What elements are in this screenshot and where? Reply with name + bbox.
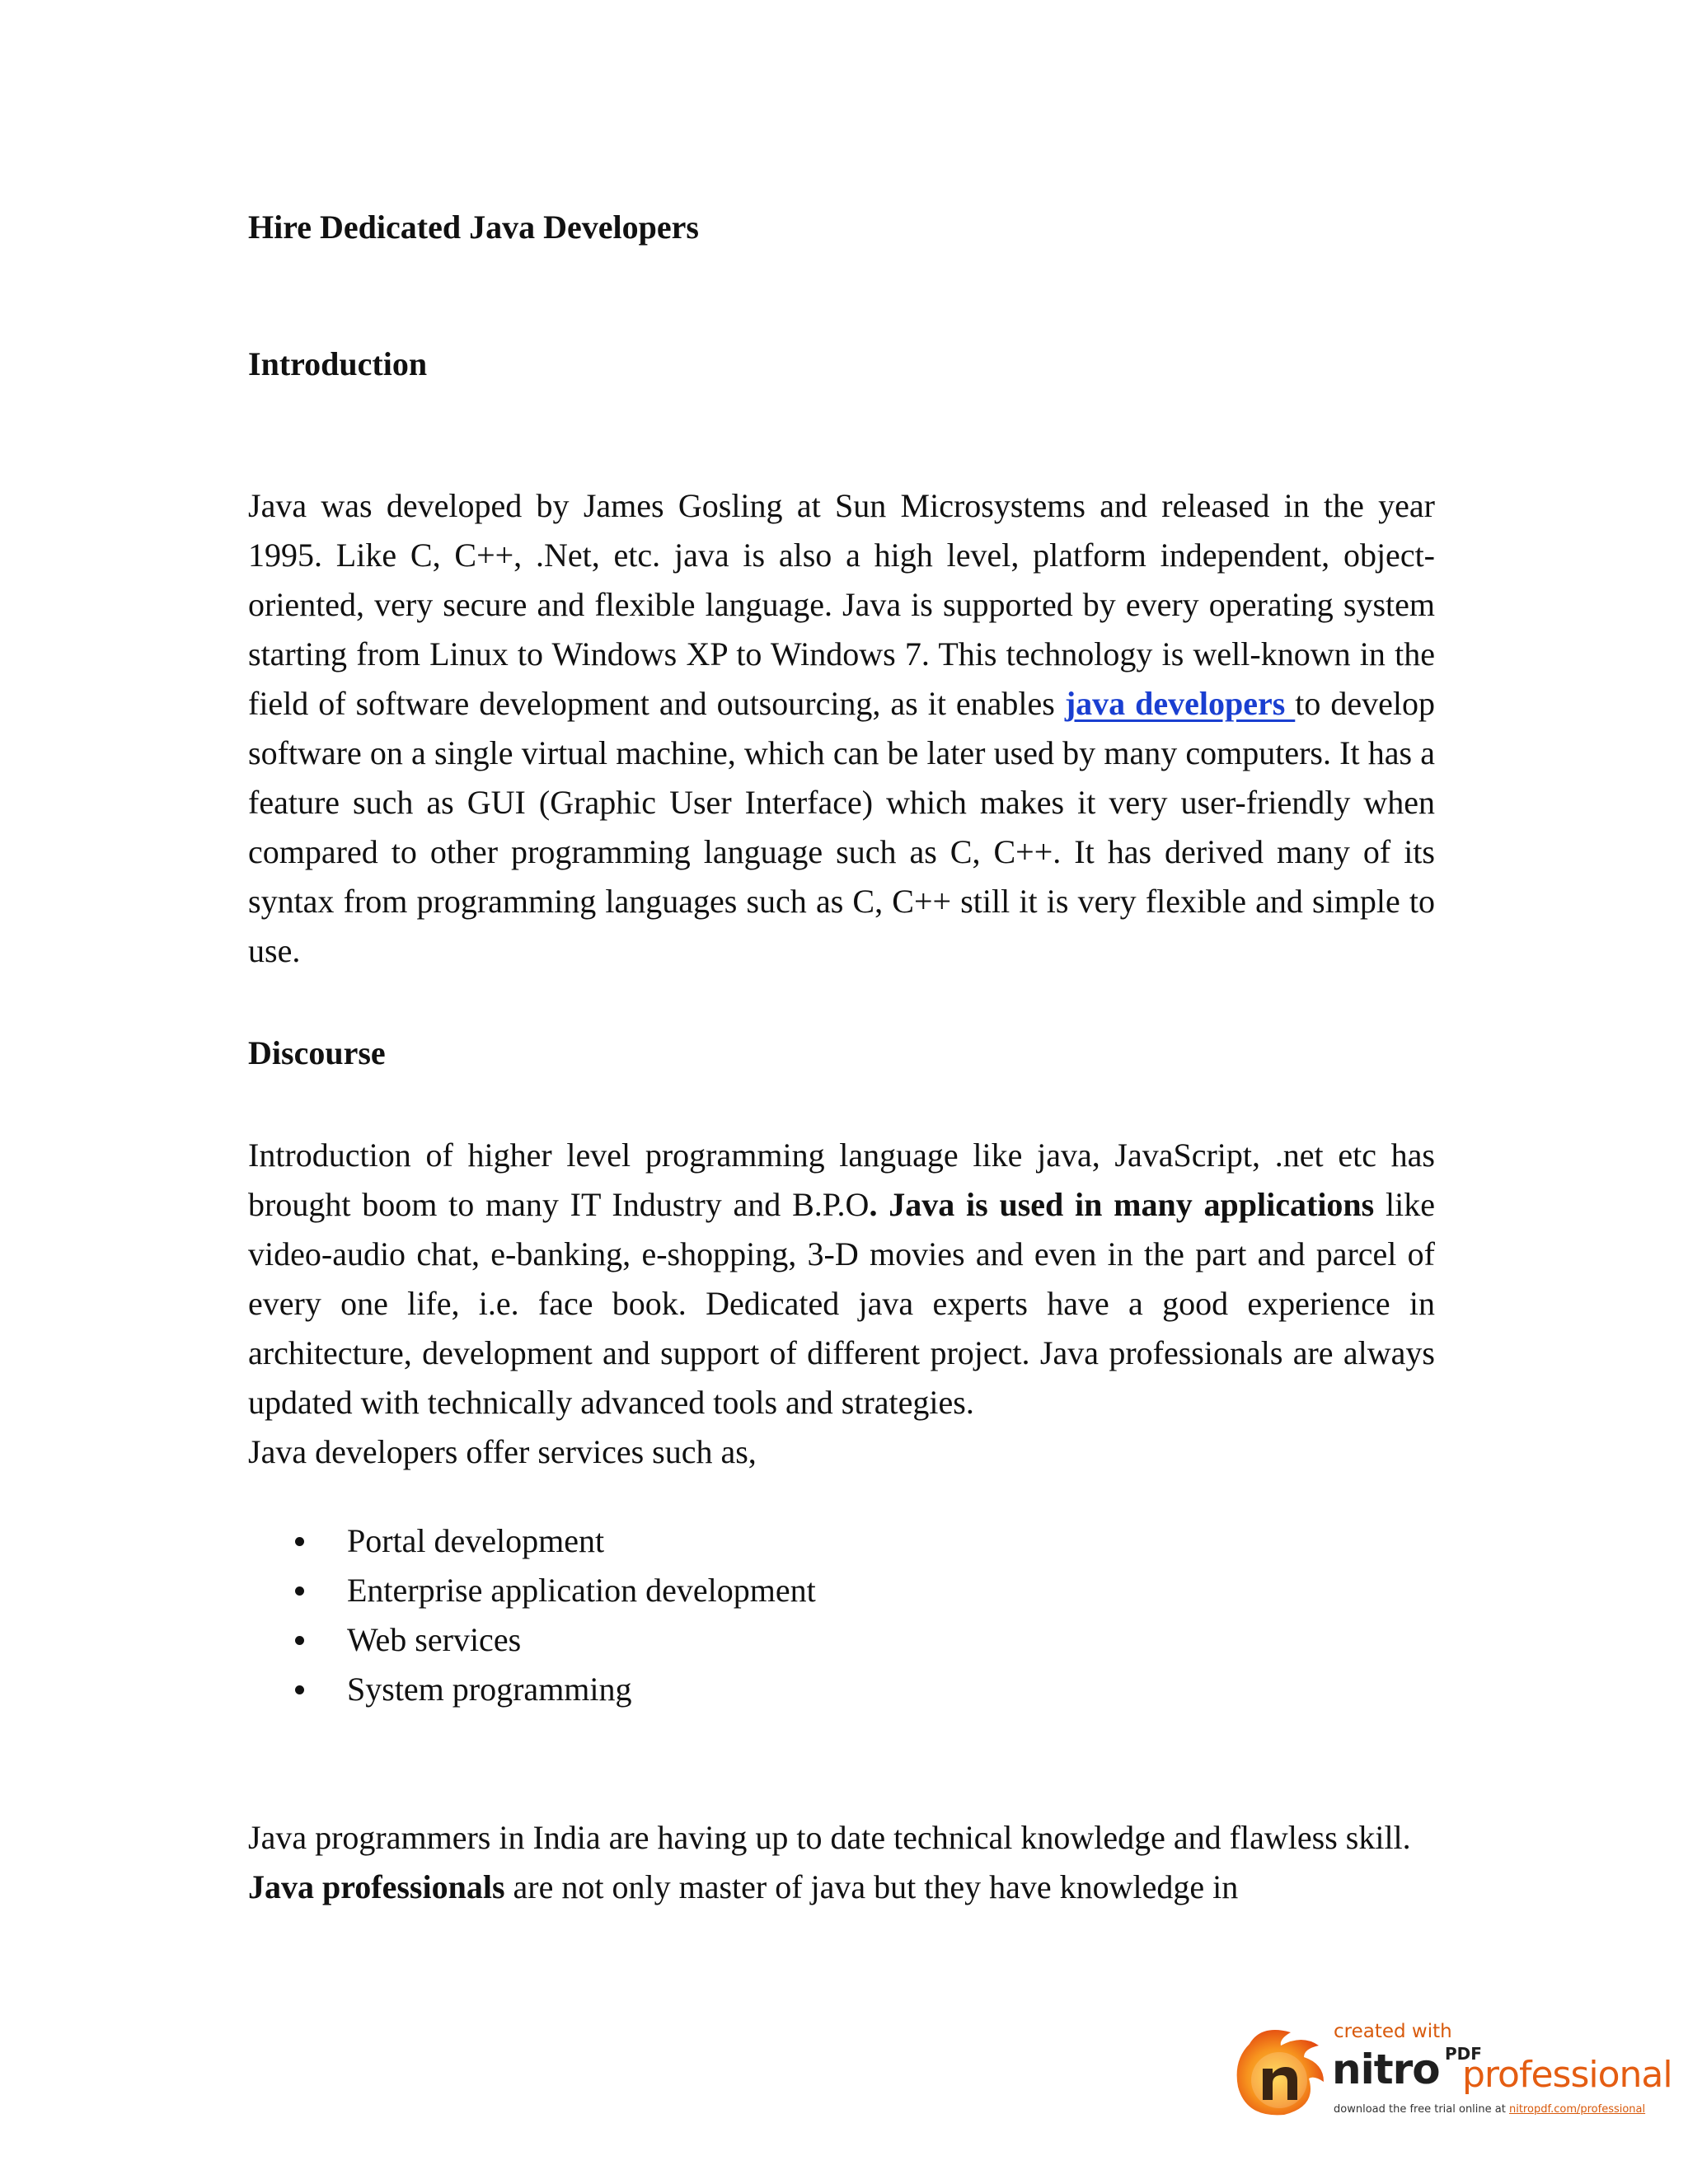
discourse-text-start: Introduction of higher level programming language like java, JavaScript, .net etc has brought boom to many IT Industry and B.P.O — [248, 1137, 1435, 1223]
java-developers-link[interactable]: java developers — [1064, 685, 1296, 722]
nitro-pdf-watermark[interactable] — [1233, 2018, 1678, 2125]
discourse-text-end: like video-audio chat, e-banking, e-shopping, 3-D movies and even in the part and parcel of every one life, i.e. face book. Dedicated java experts have a good experience in architecture, development and support of different project. Java professionals are always updated with technically advanced tools and strategies. — [248, 1186, 1436, 1421]
edition-label: professional — [1462, 2054, 1672, 2096]
brand-superscript: PDF — [1445, 2044, 1482, 2064]
brand-label: nitro — [1332, 2046, 1440, 2093]
introduction-text-end: to develop software on a single virtual machine, which can be later used by many computers. It has a feature such as GUI (Graphic User Interface) which makes it very user-friendly when compared to other programming language such as C, C++. It has derived many of its syntax from programming languages such as C, C++ still it is very flexible and simple to use. — [248, 685, 1436, 969]
list-item — [248, 1566, 1435, 1615]
introduction-text-start: Java was developed by James Gosling at Sun Microsystems and released in the year 1995. Like C, C++, .Net, etc. java is also a high level, platform independent, object-oriented, very secure and flexible language. Java is supported by every operating system starting from Linux to Windows XP to Windows 7. This technology is well-known in the field of software development and outsourcing, as it enables — [248, 487, 1435, 722]
discourse-bold-text: . Java is used in many applications — [869, 1186, 1375, 1223]
created-with-label: created with — [1334, 2021, 1452, 2042]
closing-text-start: Java programmers in India are having up to date technical knowledge and flawless skill. — [248, 1819, 1411, 1856]
services-list — [248, 1516, 1435, 1714]
closing-bold-text: Java professionals — [248, 1868, 505, 1905]
list-item — [248, 1665, 1435, 1714]
discourse-heading: Discourse — [248, 1034, 386, 1071]
download-link[interactable]: nitropdf.com/professional — [1508, 2103, 1646, 2116]
service-label: System programming — [347, 1671, 632, 1708]
document-content — [248, 208, 1435, 1912]
list-item — [248, 1516, 1435, 1566]
bullet-icon — [295, 1636, 304, 1645]
document-title: Hire Dedicated Java Developers — [248, 209, 699, 246]
service-label: Enterprise application development — [347, 1572, 816, 1609]
service-label: Portal development — [347, 1522, 605, 1559]
download-note — [1334, 2103, 1645, 2116]
closing-text-end: are not only master of java but they have knowledge in — [504, 1868, 1239, 1905]
closing-paragraph — [248, 1813, 1435, 1912]
bullet-icon — [295, 1586, 304, 1596]
discourse-paragraph — [248, 1131, 1435, 1427]
service-label: Web services — [347, 1621, 522, 1658]
introduction-paragraph — [248, 481, 1435, 976]
bullet-icon — [295, 1537, 304, 1546]
services-intro: Java developers offer services such as, — [248, 1433, 757, 1470]
bullet-icon — [295, 1685, 304, 1694]
introduction-heading: Introduction — [248, 345, 428, 382]
list-item — [248, 1615, 1435, 1665]
nitro-logo-icon — [1233, 2027, 1327, 2116]
download-text: download the free trial online at — [1334, 2103, 1509, 2116]
